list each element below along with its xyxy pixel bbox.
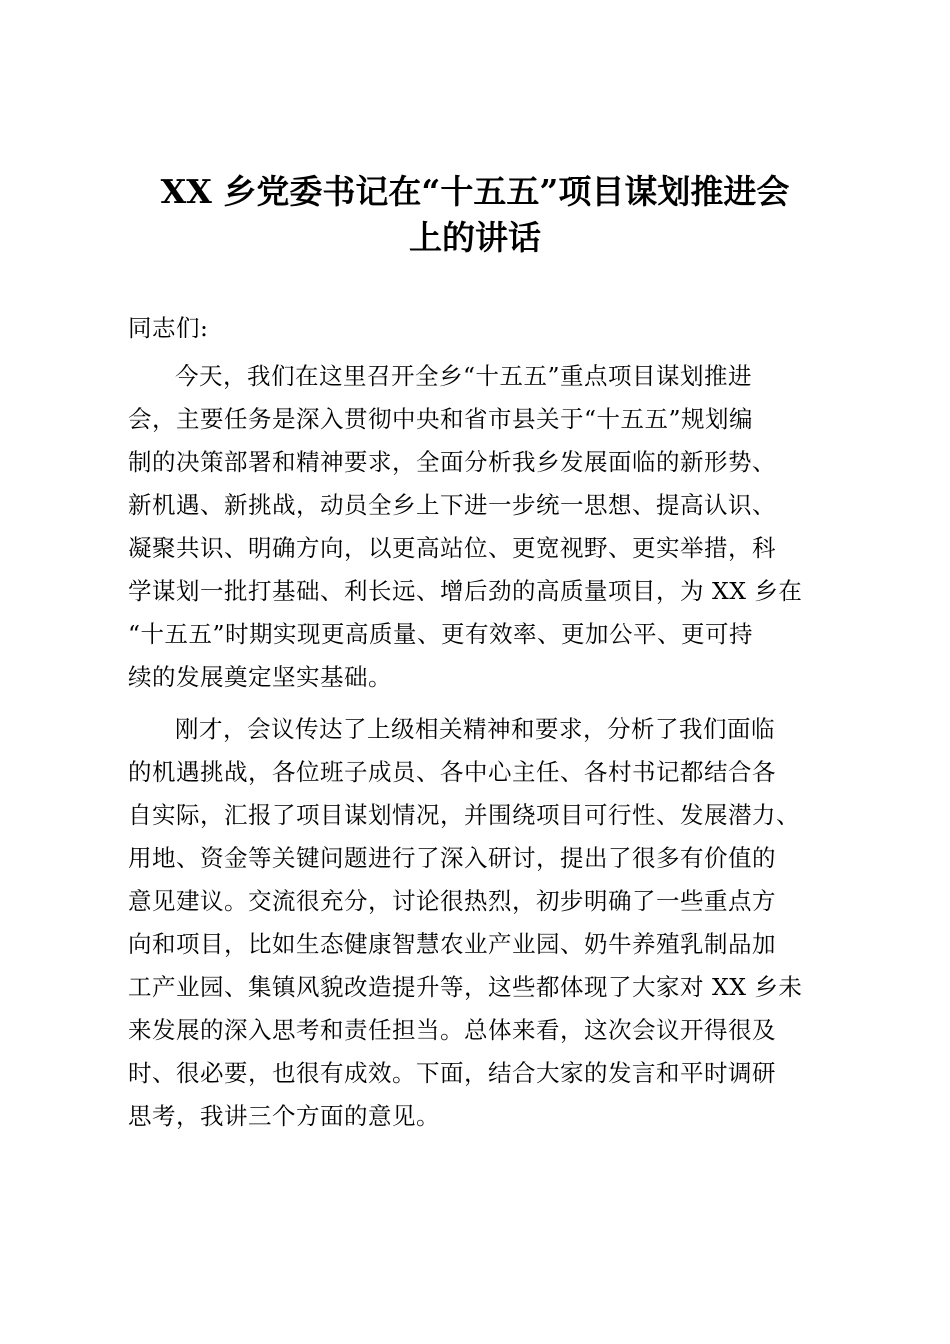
paragraph-1-line-5: 凝聚共识、明确方向，以更高站位、更宽视野、更实举措，科 bbox=[128, 534, 776, 562]
paragraph-1-line-7: “十五五”时期实现更高质量、更有效率、更加公平、更可持 bbox=[128, 620, 754, 648]
paragraph-1-line-8: 续的发展奠定坚实基础。 bbox=[128, 663, 392, 691]
paragraph-2-line-3: 自实际，汇报了项目谋划情况，并围绕项目可行性、发展潜力、 bbox=[128, 801, 800, 829]
paragraph-1-line-3: 制的决策部署和精神要求，全面分析我乡发展面临的新形势、 bbox=[128, 448, 776, 476]
paragraph-2-line-5: 意见建议。交流很充分，讨论很热烈，初步明确了一些重点方 bbox=[128, 887, 776, 915]
paragraph-1-line-4: 新机遇、新挑战，动员全乡上下进一步统一思想、提高认识、 bbox=[128, 491, 776, 519]
paragraph-2-line-7: 工产业园、集镇风貌改造提升等，这些都体现了大家对 XX 乡未 bbox=[128, 973, 803, 1001]
paragraph-2-line-6: 向和项目，比如生态健康智慧农业产业园、奶牛养殖乳制品加 bbox=[128, 930, 776, 958]
paragraph-2-line-4: 用地、资金等关键问题进行了深入研讨，提出了很多有价值的 bbox=[128, 844, 776, 872]
document-title-line-1: XX 乡党委书记在“十五五”项目谋划推进会 bbox=[160, 172, 790, 211]
document-title-line-2: 上的讲话 bbox=[409, 218, 541, 257]
paragraph-2-line-10: 思考，我讲三个方面的意见。 bbox=[128, 1102, 440, 1130]
paragraph-2-line-9: 时、很必要，也很有成效。下面，结合大家的发言和平时调研 bbox=[128, 1059, 776, 1087]
paragraph-1-line-6: 学谋划一批打基础、利长远、增后劲的高质量项目，为 XX 乡在 bbox=[128, 577, 803, 605]
paragraph-2-line-1: 刚才，会议传达了上级相关精神和要求，分析了我们面临 bbox=[175, 715, 775, 743]
paragraph-2-line-8: 来发展的深入思考和责任担当。总体来看，这次会议开得很及 bbox=[128, 1016, 776, 1044]
paragraph-1-line-1: 今天，我们在这里召开全乡“十五五”重点项目谋划推进 bbox=[175, 362, 753, 390]
paragraph-1-line-2: 会，主要任务是深入贯彻中央和省市县关于“十五五”规划编 bbox=[128, 405, 754, 433]
salutation: 同志们: bbox=[128, 314, 209, 342]
paragraph-2-line-2: 的机遇挑战，各位班子成员、各中心主任、各村书记都结合各 bbox=[128, 758, 776, 786]
